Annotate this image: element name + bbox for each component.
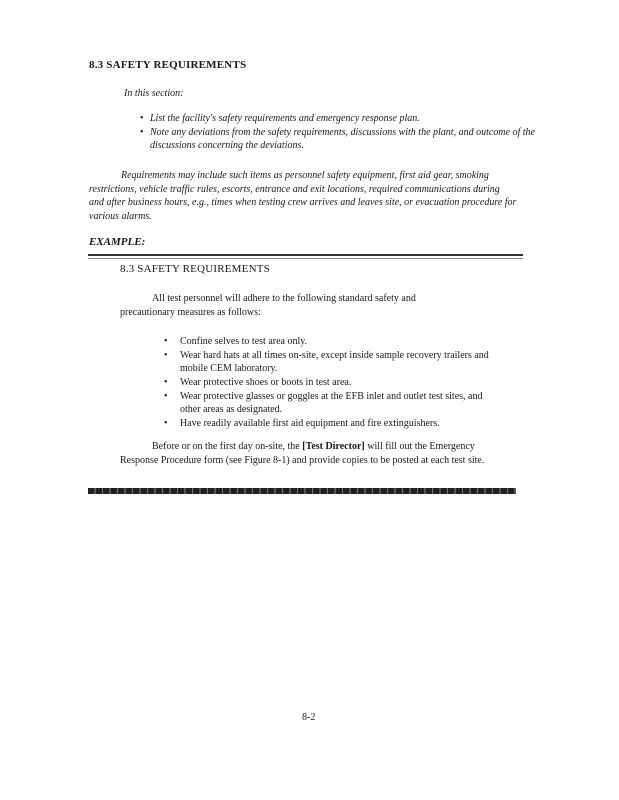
list-item-text: Wear protective shoes or boots in test area. [180,377,352,388]
list-item [164,376,504,389]
list-item [164,417,504,430]
closing-text-end: will fill out the Emergency Response Procedure form (see Figure 8-1) and provide copies to be posted at each test site. [120,441,485,466]
bullet-icon: • [140,113,144,124]
list-item [164,349,504,375]
instructions-intro: In this section: [124,88,184,99]
closing-text-start: Before or on the first day on-site, the [152,441,303,452]
list-item [140,126,540,152]
bullet-icon: • [140,127,144,138]
list-item [140,112,540,125]
example-bullet-list [164,335,504,431]
list-item-text: Confine selves to test area only. [180,336,308,347]
list-item-text: Wear protective glasses or goggles at the EFB inlet and outlet test sites, and other areas as designated. [180,391,483,415]
bullet-icon: • [164,350,168,361]
test-director-placeholder: [Test Director] [302,441,365,452]
example-closing-paragraph [120,440,500,467]
list-item [164,335,504,348]
list-item-text: Note any deviations from the safety requirements, discussions with the plant, and outcome of the discussions concerning the deviations. [150,127,535,151]
bullet-icon: • [164,391,168,402]
requirements-paragraph: Requirements may include such items as personnel safety equipment, first aid gear, smoking restrictions, vehicle traffic rules, escorts, entrance and exit locations, required communications during and after business hours, e.g., times when testing crew arrives and leaves site, or evacuation procedure for various alarms. [89,170,517,222]
bullet-icon: • [164,377,168,388]
list-item-text: Have readily available first aid equipment and fire extinguishers. [180,418,440,429]
list-item-text: Wear hard hats at all times on-site, except inside sample recovery trailers and mobile CEM laboratory. [180,350,489,374]
bullet-icon: • [164,418,168,429]
list-item [164,390,504,416]
example-top-rule-thin [88,258,523,259]
example-heading: 8.3 SAFETY REQUIREMENTS [120,263,270,275]
bullet-icon: • [164,336,168,347]
example-intro-paragraph: All test personnel will adhere to the following standard safety and precautionary measures as follows: [120,293,416,318]
section-heading: 8.3 SAFETY REQUIREMENTS [89,59,247,71]
example-top-rule [88,254,523,256]
example-label: EXAMPLE: [89,236,146,248]
page-number: 8-2 [302,712,316,723]
example-bottom-rule [88,488,516,494]
list-item-text: List the facility's safety requirements and emergency response plan. [150,113,420,124]
instructions-list [140,112,540,153]
